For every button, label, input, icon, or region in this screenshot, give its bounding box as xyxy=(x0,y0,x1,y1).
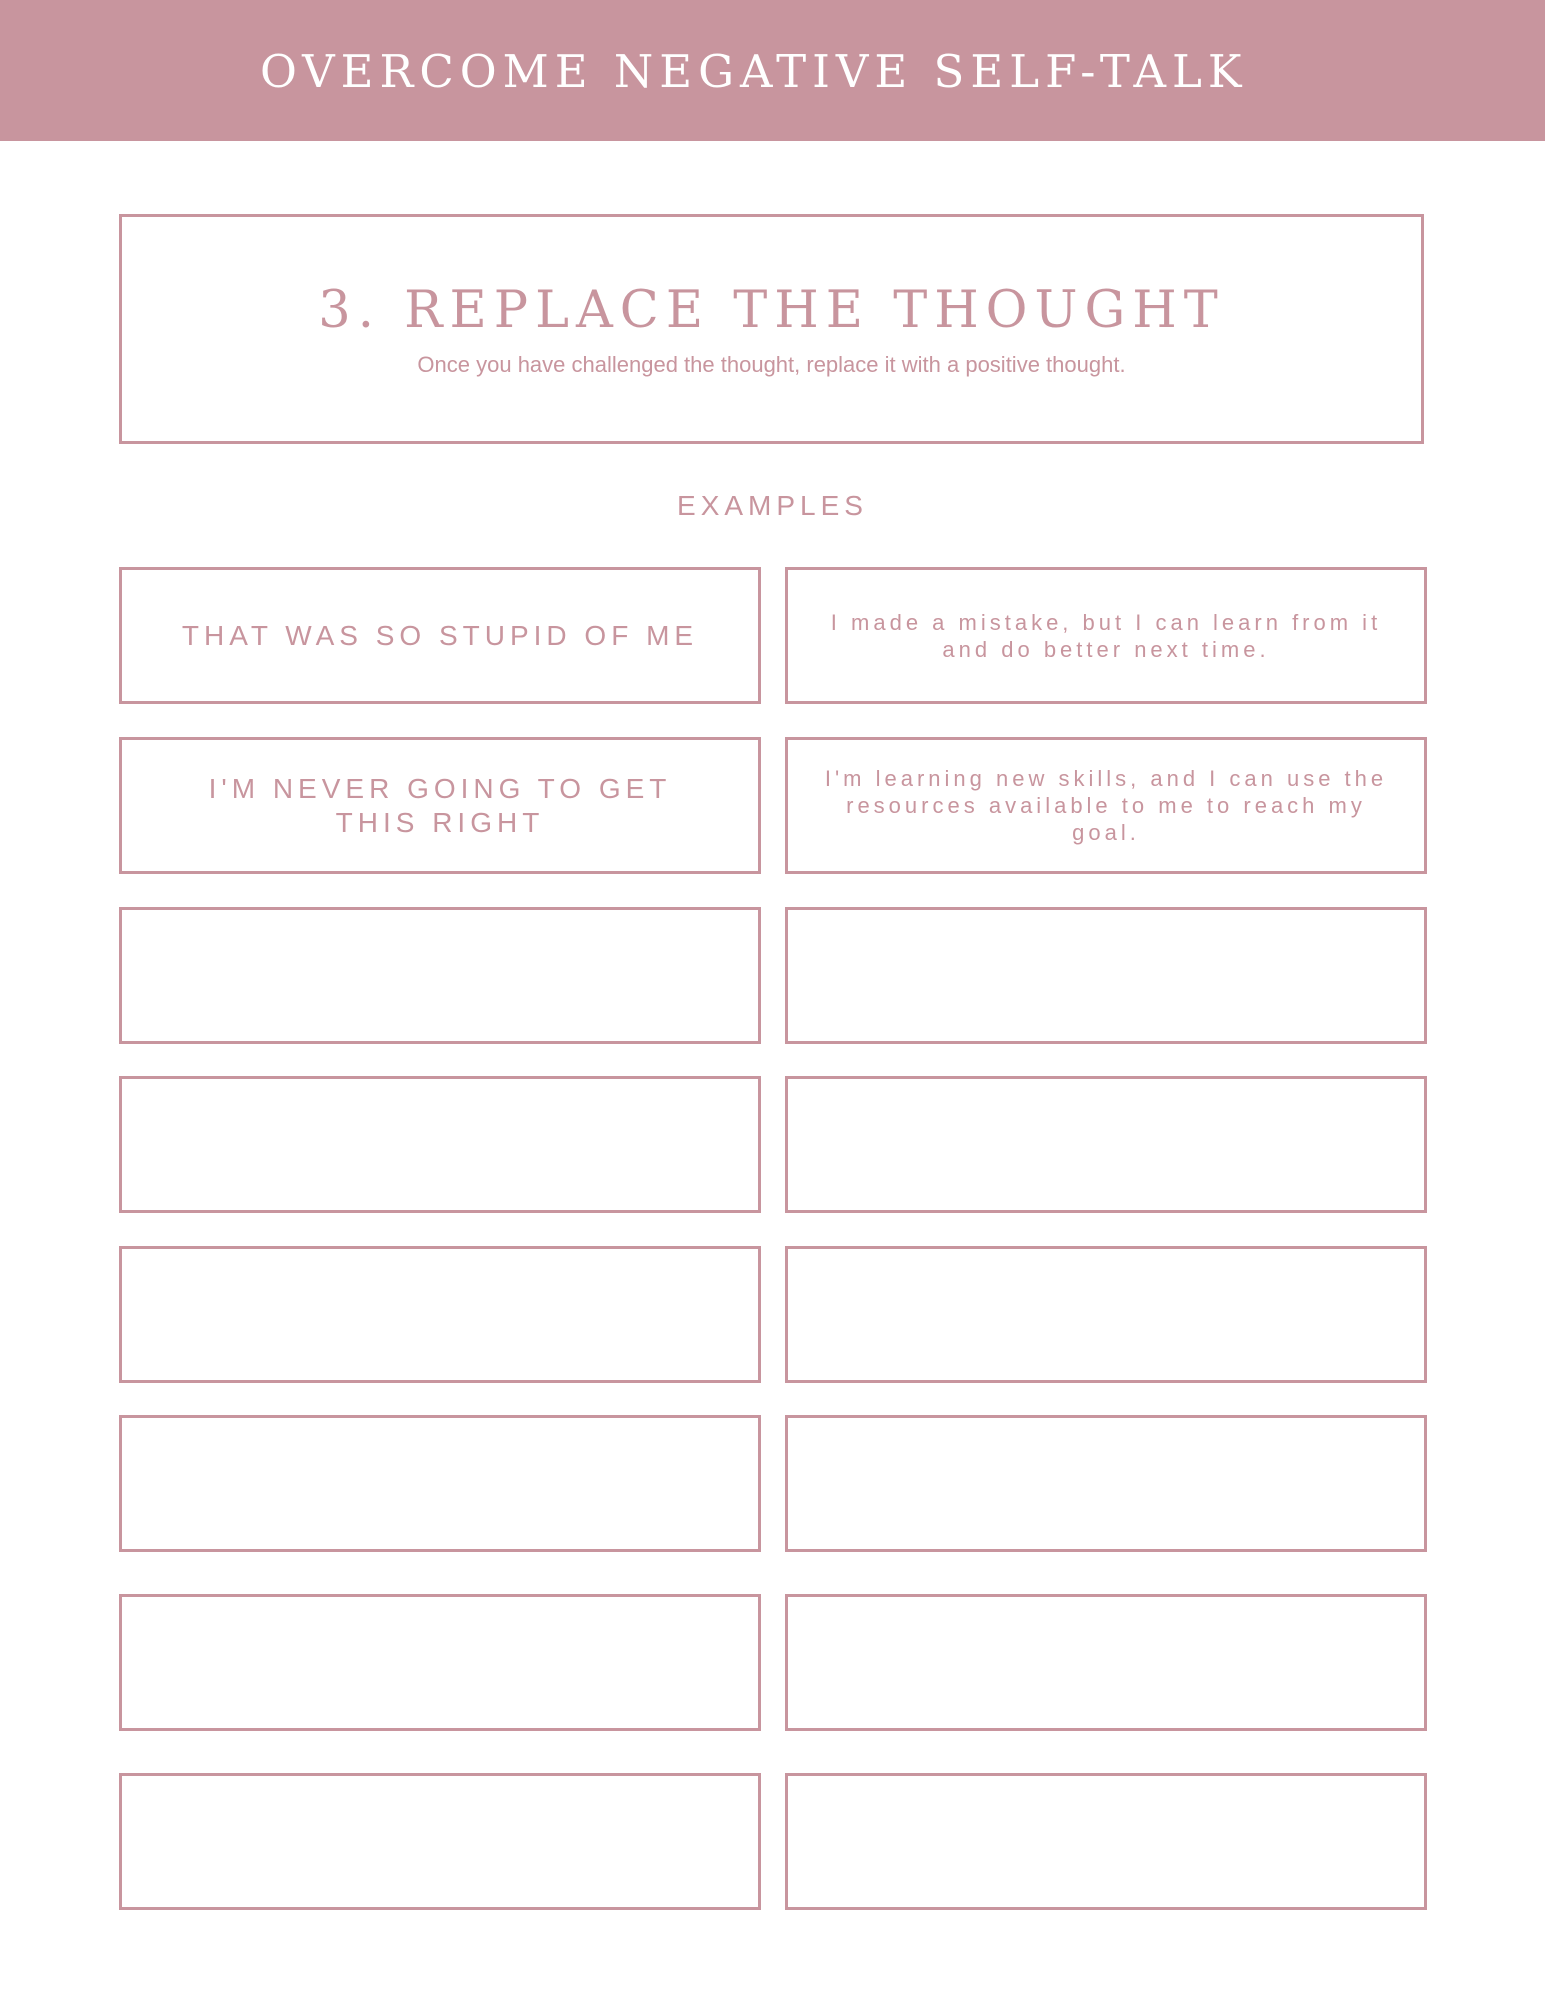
header-title: OVERCOME NEGATIVE SELF-TALK xyxy=(260,45,1248,98)
positive-thought-cell[interactable] xyxy=(785,1246,1427,1383)
negative-thought-cell[interactable] xyxy=(119,1773,761,1910)
intro-box xyxy=(119,214,1424,444)
negative-thought-cell[interactable] xyxy=(119,737,761,874)
positive-thought-cell[interactable] xyxy=(785,567,1427,704)
negative-thought-cell[interactable] xyxy=(119,1594,761,1731)
positive-thought-cell[interactable] xyxy=(785,1076,1427,1213)
positive-thought-cell[interactable] xyxy=(785,1773,1427,1910)
examples-label: EXAMPLES xyxy=(677,490,868,521)
positive-thought-text: I made a mistake, but I can learn from it and do better next time. xyxy=(830,609,1382,662)
positive-thought-cell[interactable] xyxy=(785,737,1427,874)
positive-thought-cell[interactable] xyxy=(785,907,1427,1044)
positive-thought-cell[interactable] xyxy=(785,1594,1427,1731)
negative-thought-text: THAT WAS SO STUPID OF ME xyxy=(181,619,699,651)
negative-thought-cell[interactable] xyxy=(119,1076,761,1213)
positive-thought-cell[interactable] xyxy=(785,1415,1427,1552)
section-title: 3. REPLACE THE THOUGHT xyxy=(318,281,1225,340)
negative-thought-text: I'M NEVER GOING TO GET THIS RIGHT xyxy=(208,772,672,838)
section-subtitle: Once you have challenged the thought, replace it with a positive thought. xyxy=(417,352,1126,377)
negative-thought-cell[interactable] xyxy=(119,1246,761,1383)
negative-thought-cell[interactable] xyxy=(119,1415,761,1552)
negative-thought-cell[interactable] xyxy=(119,907,761,1044)
header-bar xyxy=(0,0,1545,141)
positive-thought-text: I'm learning new skills, and I can use the resources available to me to reach my goal. xyxy=(824,766,1388,845)
negative-thought-cell[interactable] xyxy=(119,567,761,704)
